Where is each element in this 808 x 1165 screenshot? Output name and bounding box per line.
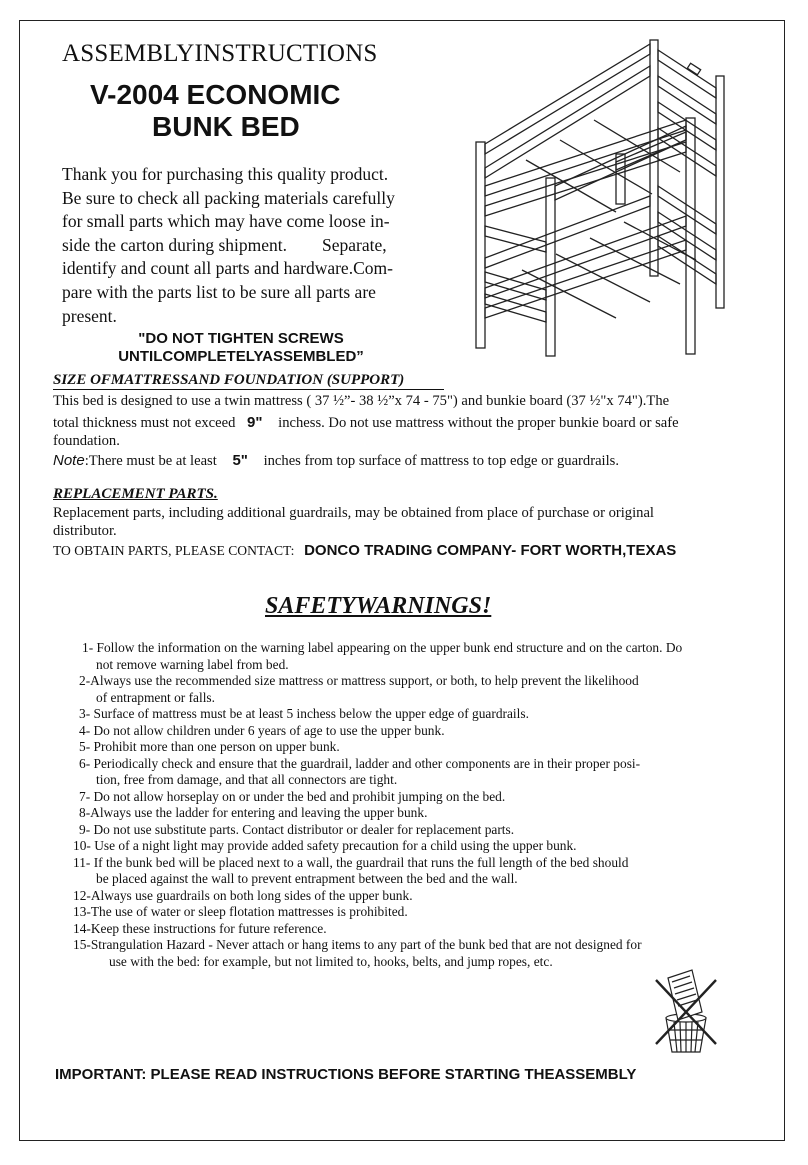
contact-line <box>53 542 676 560</box>
warning-item: 11- If the bunk bed will be placed next to a wall, the guardrail that runs the full length of the bed should <box>73 854 629 870</box>
intro-line: Be sure to check all packing materials carefully <box>62 187 395 208</box>
warning-item-continued: tion, free from damage, and that all connectors are tight. <box>96 772 398 787</box>
mattress-line-2 <box>53 414 679 432</box>
warning-item: 14-Keep these instructions for future reference. <box>73 920 327 936</box>
note-label: Note <box>53 452 85 469</box>
document-title: ASSEMBLYINSTRUCTIONS <box>62 40 378 67</box>
warning-item: 7- Do not allow horseplay on or under the bed and prohibit jumping on the bed. <box>79 788 506 804</box>
mattress-note <box>53 452 619 470</box>
mattress-line-2-start: total thickness must not exceed <box>53 415 236 431</box>
warning-item: 13-The use of water or sleep flotation mattresses is prohibited. <box>73 904 408 919</box>
product-name: BUNK BED <box>152 111 300 142</box>
important-notice: IMPORTANT: PLEASE READ INSTRUCTIONS BEFORE STARTING THEASSEMBLY <box>55 1066 637 1083</box>
mattress-line-1: This bed is designed to use a twin mattress ( 37 ½”- 38 ½”x 74 - 75") and bunkie board (37 ½"x 74").The <box>53 393 670 409</box>
min-clearance-value: 5" <box>232 452 248 469</box>
max-thickness-value: 9" <box>247 414 263 431</box>
warning-item: 4- Do not allow children under 6 years of age to use the upper bunk. <box>79 722 445 738</box>
intro-line: pare with the parts list to be sure all parts are <box>62 281 376 302</box>
warning-item: 9- Do not use substitute parts. Contact distributor or dealer for replacement parts. <box>79 821 515 837</box>
warning-item: 12-Always use guardrails on both long sides of the upper bunk. <box>73 887 413 903</box>
warning-item: 10- Use of a night light may provide added safety precaution for a child using the upper bunk. <box>73 838 577 853</box>
warning-item: 5- Prohibit more than one person on upper bunk. <box>79 739 340 754</box>
mattress-size-heading: SIZE OFMATTRESSAND FOUNDATION (SUPPORT) <box>53 372 405 388</box>
warning-item-continued: not remove warning label from bed. <box>96 656 289 672</box>
warning-item: 2-Always use the recommended size mattress or mattress support, or both, to help prevent the likelihood <box>79 673 639 688</box>
warning-item: 3- Surface of mattress must be at least 5 inchess below the upper edge of guardrails. <box>79 706 529 721</box>
replacement-parts-heading: REPLACEMENT PARTS. <box>53 486 218 502</box>
safety-warnings-heading: SAFETYWARNINGS! <box>265 593 492 619</box>
mattress-line-2-end: inchess. Do not use mattress without the proper bunkie board or safe <box>278 415 679 431</box>
note-start: :There must be at least <box>84 453 217 469</box>
intro-line: for small parts which may have come loose in- <box>62 211 390 232</box>
tighten-notice <box>96 330 386 366</box>
intro-line: Thank you for purchasing this quality product. <box>62 164 389 184</box>
heading-underline <box>53 389 444 390</box>
mattress-line-3: foundation. <box>53 433 120 449</box>
note-end: inches from top surface of mattress to top edge or guardrails. <box>263 453 619 469</box>
warning-item-continued: use with the bed: for example, but not limited to, hooks, belts, and jump ropes, etc. <box>109 953 553 969</box>
replacement-line-2: distributor. <box>53 523 117 539</box>
contact-label: TO OBTAIN PARTS, PLEASE CONTACT: <box>53 543 295 558</box>
warning-item: 6- Periodically check and ensure that the guardrail, ladder and other components are in their proper posi- <box>79 755 641 771</box>
warning-item: 15-Strangulation Hazard - Never attach or hang items to any part of the bunk bed that are not designed for <box>73 937 642 952</box>
model-number: V-2004 ECONOMIC <box>90 79 341 110</box>
safety-warnings-list <box>73 640 773 970</box>
intro-line: side the carton during shipment. Separate, <box>62 234 387 255</box>
intro-line: present. <box>62 305 117 326</box>
warning-item-continued: be placed against the wall to prevent entrapment between the bed and the wall. <box>96 871 518 886</box>
do-not-discard-instructions-icon <box>650 966 722 1056</box>
intro-paragraph <box>62 163 428 328</box>
tighten-notice-line2: UNTILCOMPLETELYASSEMBLED” <box>118 348 364 365</box>
contact-company: DONCO TRADING COMPANY- FORT WORTH,TEXAS <box>304 542 677 559</box>
intro-line: identify and count all parts and hardware.Com- <box>62 258 393 279</box>
warning-item: 1- Follow the information on the warning label appearing on the upper bunk end structure and on the carton. Do <box>82 640 683 655</box>
replacement-line-1: Replacement parts, including additional guardrails, may be obtained from place of purchase or original <box>53 505 654 521</box>
tighten-notice-line1: "DO NOT TIGHTEN SCREWS <box>138 330 344 347</box>
warning-item: 8-Always use the ladder for entering and leaving the upper bunk. <box>79 805 428 820</box>
warning-item-continued: of entrapment or falls. <box>96 689 215 705</box>
bunk-bed-illustration-icon <box>466 36 738 358</box>
